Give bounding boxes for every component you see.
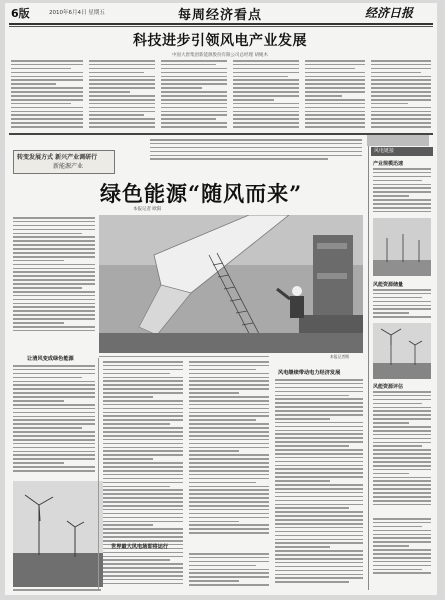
lower-column-body: [189, 553, 269, 589]
wind-farm-photo: [13, 481, 103, 587]
column-rule: [98, 358, 99, 590]
sidebar-turbine-photo: [373, 323, 431, 379]
main-story-headline: 绿色能源“随风而来”: [100, 181, 303, 206]
sidebar-header: 风电链接: [371, 147, 433, 156]
center-column-1: [103, 361, 183, 589]
masthead-rule-thin: [9, 26, 433, 27]
wind-turbine-construction-photo: [99, 215, 363, 353]
sidebar-box: [373, 518, 431, 584]
newspaper-page: [5, 3, 437, 595]
wind-farm-photo-caption: [13, 589, 101, 594]
edition-number: 6版: [11, 7, 30, 20]
sidebar-item-body: [373, 168, 431, 216]
sidebar-item-title: 产业规模迅速: [373, 161, 404, 167]
top-story-column-3: [161, 60, 227, 130]
center-right-subhead: 风电继续带动电力经济发展: [278, 370, 341, 376]
center-right-column: [275, 379, 363, 589]
top-story-column-5: [305, 60, 365, 130]
left-column-subhead: 让清风变成绿色能源: [27, 356, 74, 362]
sidebar-item-title: 风能资源储量: [373, 282, 404, 288]
top-story-column-4: [233, 60, 299, 130]
sidebar-item-body: [373, 391, 431, 511]
section-title: 每周经济看点: [177, 8, 262, 23]
sidebar-item-title: 风能资源评估: [373, 384, 404, 390]
top-story-column-1: [11, 60, 83, 130]
sidebar-turbine-photo: [373, 218, 431, 276]
intro-text: [150, 139, 362, 165]
top-story-column-2: [89, 60, 155, 130]
series-label-title: 转变发展方式 新兴产业调研行: [17, 154, 98, 161]
lower-subhead: 世界最大风电场即将运行: [111, 544, 169, 550]
center-column-2: [189, 361, 269, 541]
masthead-rule: [9, 23, 433, 25]
top-story-byline: 中国大唐集团新能源股份有限公司总经理 胡绳木: [172, 53, 268, 58]
series-label-subtitle: 新能源产业: [53, 163, 84, 170]
top-story-headline: 科技进步引领风电产业发展: [133, 33, 307, 49]
issue-date: 2010年6月4日 星期五: [49, 10, 105, 16]
main-photo-credit: 本报记者摄: [330, 354, 349, 359]
top-story-column-6: [371, 60, 431, 130]
sidebar-item-body: [373, 289, 431, 323]
sidebar-badge: [367, 135, 429, 146]
main-photo-caption: [99, 354, 279, 357]
main-story-reporters: 本报记者 欧阳: [133, 207, 162, 212]
left-column-body: [13, 365, 95, 477]
main-story-lead-column: [13, 217, 95, 337]
paper-name-logo: 经济日报: [365, 6, 414, 20]
